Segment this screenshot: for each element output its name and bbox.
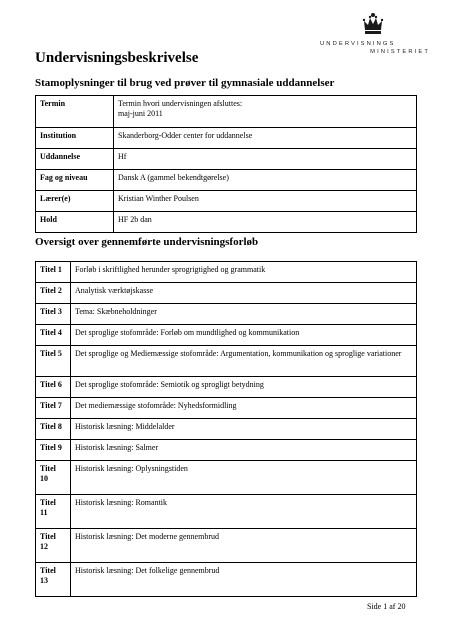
info-label: Lærer(e) [36, 191, 114, 212]
topic-value: Analytisk værktøjskasse [71, 283, 417, 304]
topic-row [36, 419, 417, 440]
info-row-uddannelse [36, 149, 417, 170]
info-value: HF 2b dan [114, 212, 417, 233]
topic-label-line: Titel [40, 464, 56, 473]
info-row-termin [36, 96, 417, 128]
topic-label: Titel 9 [36, 440, 71, 461]
topic-label-line: Titel [40, 566, 56, 575]
topic-row [36, 325, 417, 346]
info-row-institution [36, 128, 417, 149]
topic-label: Titel 1 [36, 262, 71, 283]
info-value: Kristian Winther Poulsen [114, 191, 417, 212]
info-value [114, 96, 417, 128]
logo-text-line2: MINISTERIET [370, 49, 430, 55]
topic-label: Titel 7 [36, 398, 71, 419]
topic-label: Titel 3 [36, 304, 71, 325]
topic-label-line: 10 [40, 474, 48, 483]
topic-row [36, 377, 417, 398]
info-label: Institution [36, 128, 114, 149]
topic-row [36, 346, 417, 377]
topic-label: Titel 2 [36, 283, 71, 304]
topic-label: Titel 6 [36, 377, 71, 398]
topic-value: Historisk læsning: Romantik [71, 495, 417, 529]
topic-row [36, 304, 417, 325]
topic-label-line: Titel [40, 498, 56, 507]
page-number: Side 1 af 20 [367, 602, 406, 611]
topic-label [36, 529, 71, 563]
topic-label-line: Titel [40, 532, 56, 541]
topic-label: Titel 5 [36, 346, 71, 377]
crown-icon [362, 12, 384, 38]
topic-row [36, 283, 417, 304]
topic-value: Det sproglige stofområde: Semiotik og sprogligt betydning [71, 377, 417, 398]
info-label: Uddannelse [36, 149, 114, 170]
topic-label [36, 461, 71, 495]
info-label: Hold [36, 212, 114, 233]
logo-text-line1: UNDERVISNINGS [320, 41, 396, 47]
info-row-laerer [36, 191, 417, 212]
topic-row [36, 563, 417, 597]
info-row-fag-og-niveau [36, 170, 417, 191]
topic-value: Historisk læsning: Det folkelige gennembrud [71, 563, 417, 597]
topics-table [35, 261, 417, 597]
info-label: Fag og niveau [36, 170, 114, 191]
topic-row [36, 398, 417, 419]
info-row-hold [36, 212, 417, 233]
ministry-logo [320, 12, 430, 62]
topic-row [36, 495, 417, 529]
topic-row [36, 262, 417, 283]
info-value-line: maj-juni 2011 [118, 109, 163, 118]
topic-label [36, 495, 71, 529]
page-title: Undervisningsbeskrivelse [35, 50, 199, 66]
topic-value: Historisk læsning: Middelalder [71, 419, 417, 440]
topic-value: Det mediemæssige stofområde: Nyhedsformidling [71, 398, 417, 419]
info-label: Termin [36, 96, 114, 128]
topic-label: Titel 4 [36, 325, 71, 346]
info-value: Hf [114, 149, 417, 170]
topic-value: Tema: Skæbneholdninger [71, 304, 417, 325]
topic-value: Det sproglige stofområde: Forløb om mundtlighed og kommunikation [71, 325, 417, 346]
topic-value: Historisk læsning: Oplysningstiden [71, 461, 417, 495]
topic-row [36, 529, 417, 563]
topic-row [36, 440, 417, 461]
topic-label-line: 11 [40, 508, 48, 517]
topic-value: Historisk læsning: Det moderne gennembrud [71, 529, 417, 563]
topic-label-line: 12 [40, 542, 48, 551]
topic-label: Titel 8 [36, 419, 71, 440]
section-heading-stamoplysninger: Stamoplysninger til brug ved prøver til gymnasiale uddannelser [35, 77, 335, 89]
info-value: Skanderborg-Odder center for uddannelse [114, 128, 417, 149]
info-table [35, 95, 417, 233]
info-value: Dansk A (gammel bekendtgørelse) [114, 170, 417, 191]
topic-label [36, 563, 71, 597]
topic-value: Forløb i skriftlighed herunder sprogrigtighed og grammatik [71, 262, 417, 283]
topic-value: Historisk læsning: Salmer [71, 440, 417, 461]
topic-row [36, 461, 417, 495]
topic-label-line: 13 [40, 576, 48, 585]
section-heading-forloeb: Oversigt over gennemførte undervisningsforløb [35, 236, 259, 248]
topic-value: Det sproglige og Mediemæssige stofområde: Argumentation, kommunikation og sproglige variationer [71, 346, 417, 377]
info-value-line: Termin hvori undervisningen afsluttes: [118, 99, 243, 108]
